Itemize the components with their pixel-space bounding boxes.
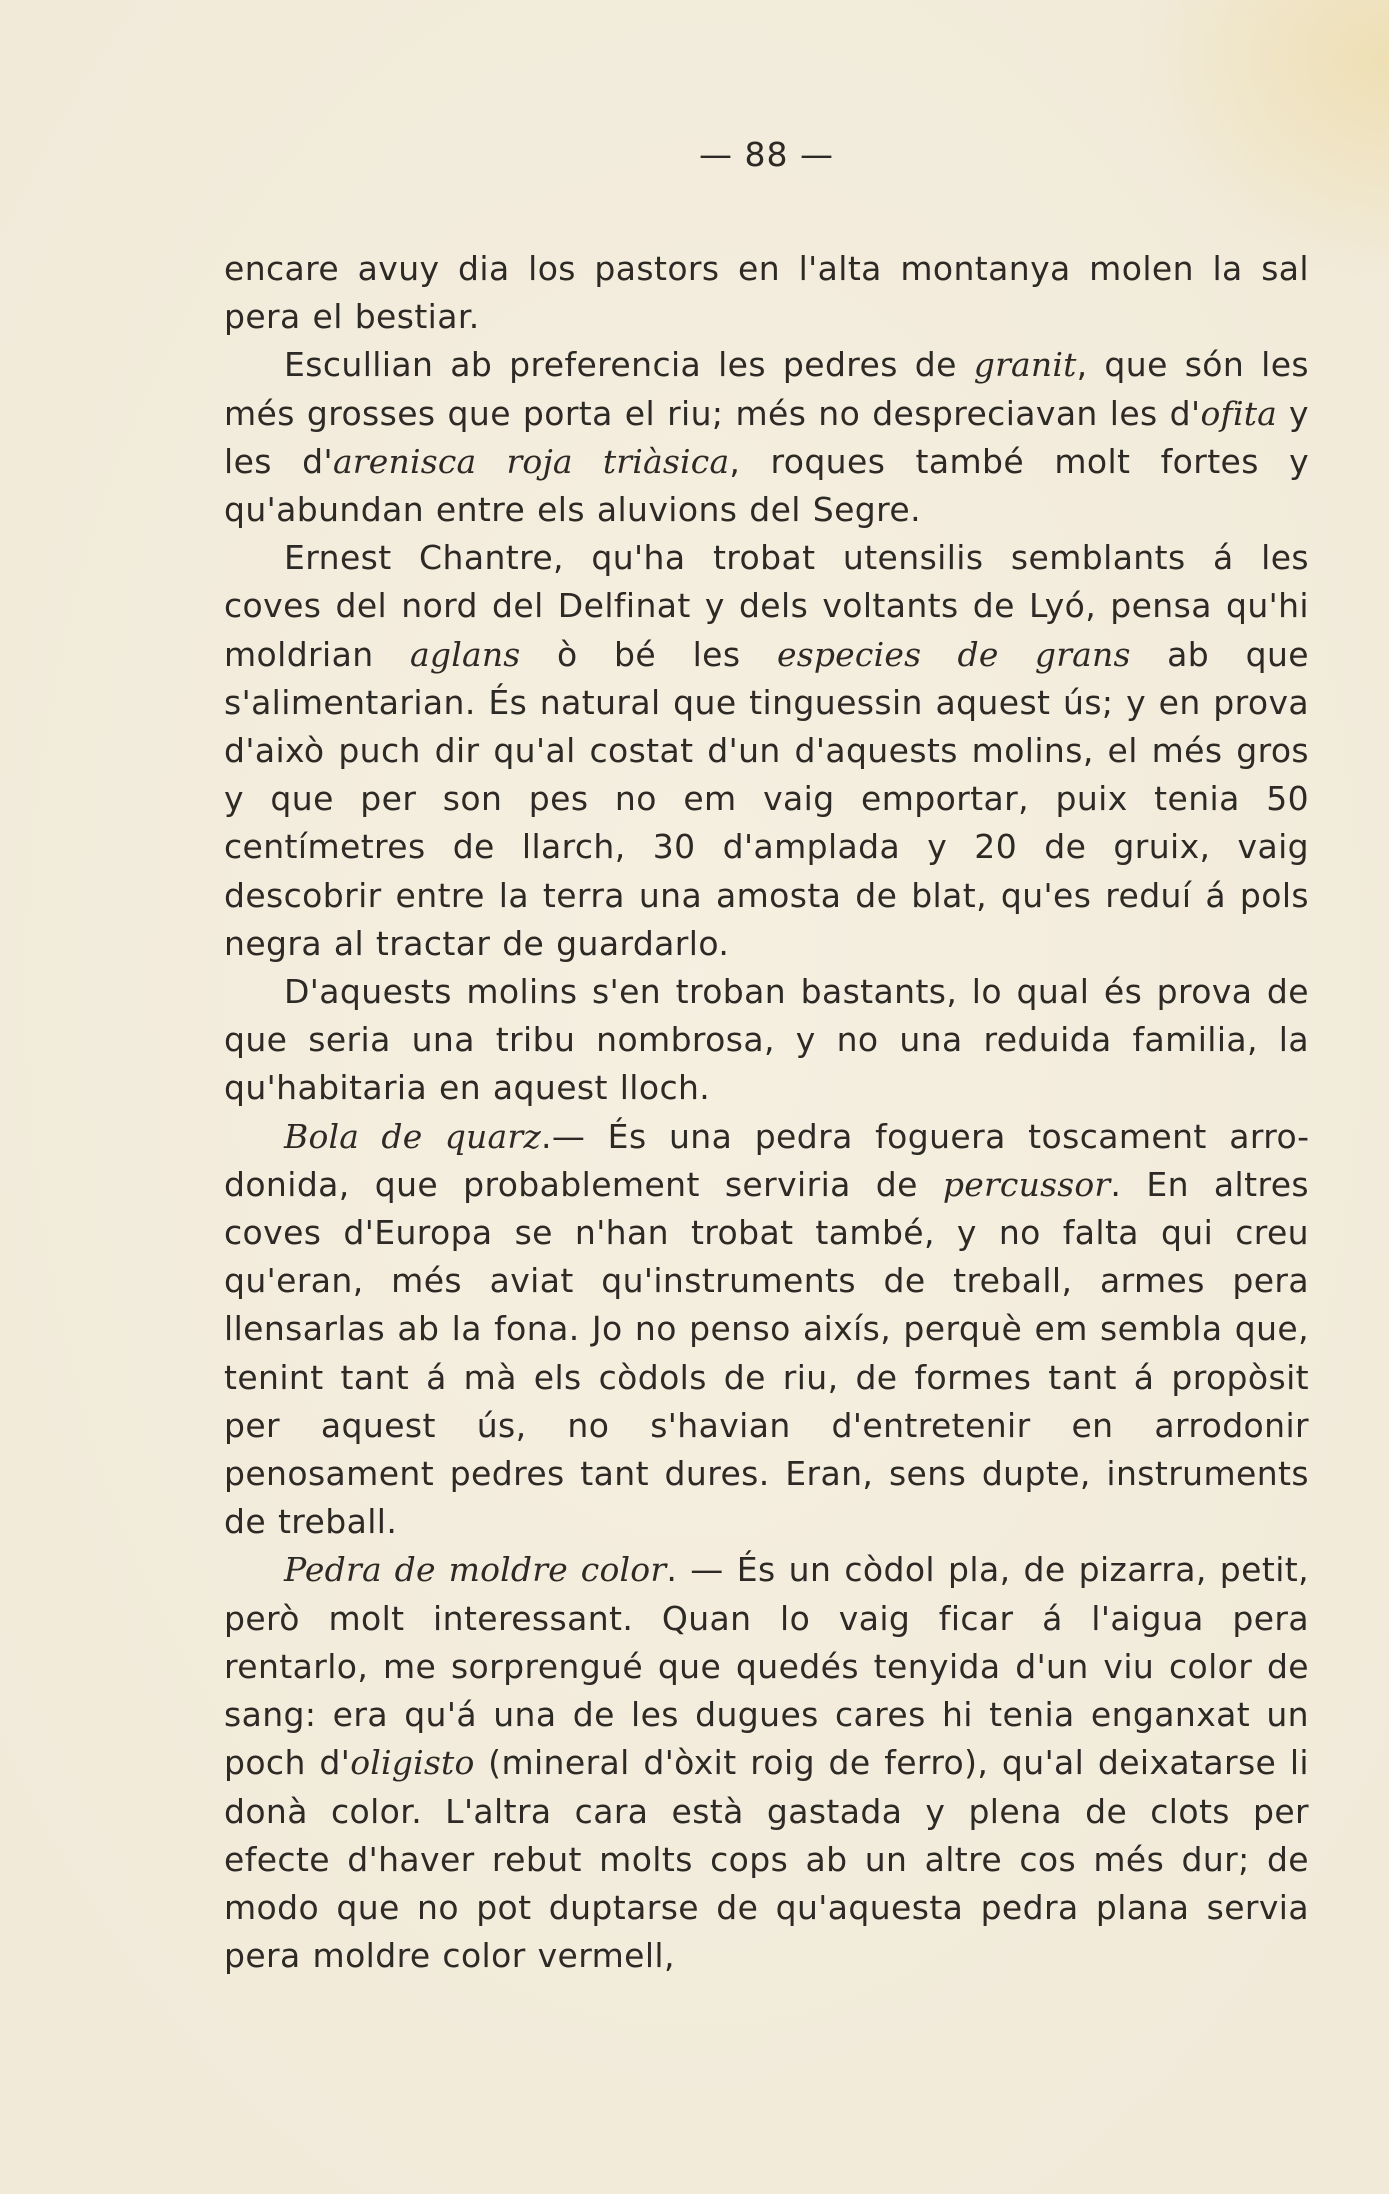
italic-term: ofita [1200,393,1278,433]
text-run: ò bé les [520,634,777,674]
italic-term: Bola de quarz [284,1116,541,1156]
book-page [224,125,1309,1980]
italic-term: aglans [410,634,521,674]
text-run: (mineral d'òxit roig de ferro), qu'al deixatarse li donà color. L'altra cara està gastada y plena de clots per efecte d'haver rebut molts cops ab un altre cos més dur; de modo que no pot duptarse de qu'aquesta pedra plana servia pera moldre color vermell, [224,1743,1309,1976]
paragraph [224,1113,1309,1547]
text-run: . En altres coves d'Europa se n'han trobat també, y no falta qui creu qu'eran, més aviat qu'instruments de treball, armes pera llensarlas ab la fona. Jo no penso aixís, perquè em sembla que, tenint tant á mà els còdols de riu, de formes tant á propòsit per aquest ús, no s'havian d'entretenir en arrodonir penosament pedres tant dures. Eran, sens dupte, instruments de treball. [224,1164,1309,1542]
body-text [224,245,1309,1980]
italic-term: arenisca roja triàsica [332,441,730,481]
text-run: .— És una pedra foguera toscament arrodonida, que probablement serviria de [224,1116,1309,1204]
text-run: . — És un còdol pla, de pizarra, petit, però molt interessant. Quan lo vaig ficar á l'aigua pera rentarlo, me sorprengué que quedés tenyida d'un viu color de sang: era qu'á una de les dugues cares hi tenia enganxat un poch d' [224,1550,1309,1783]
paragraph [224,968,1309,1113]
italic-term: Pedra de moldre color [284,1550,667,1590]
text-run: encare avuy dia los pastors en l'alta montanya molen la sal pera el bestiar. [224,249,1309,337]
paragraph [224,341,1309,534]
text-run: Ernest Chantre, qu'ha trobat utensilis semblants á les coves del nord del Delfinat y dels voltants de Lyó, pensa qu'hi moldrian [224,538,1309,674]
italic-term: especies de grans [776,634,1131,674]
italic-term: granit [973,345,1077,385]
paragraph [224,245,1309,341]
text-run: ab que s'alimentarian. És natural que tinguessin aquest ús; y en prova d'això puch dir qu'al costat d'un d'aquests molins, el més gros y que per son pes no em vaig emportar, puix tenia 50 centímetres de llarch, 30 d'amplada y 20 de gruix, vaig descobrir entre la terra una amosta de blat, qu'es reduí á pols negra al tractar de guardarlo. [224,634,1309,963]
text-run: D'aquests molins s'en troban bastants, lo qual és prova de que seria una tribu nombrosa, y no una reduida familia, la qu'habitaria en aquest lloch. [224,972,1309,1108]
page-number: — 88 — [699,135,834,174]
text-run: Escullian ab preferencia les pedres de [284,345,974,385]
text-run: , que són les més grosses que porta el riu; més no despreciavan les d' [224,345,1309,433]
text-run: , roques també molt fortes y qu'abundan entre els aluvions del Segre. [224,441,1310,530]
paragraph [224,1546,1309,1980]
italic-term: percussor [942,1164,1111,1204]
italic-term: oligisto [350,1743,475,1783]
paragraph [224,534,1309,968]
text-run: y les d' [224,393,1309,481]
